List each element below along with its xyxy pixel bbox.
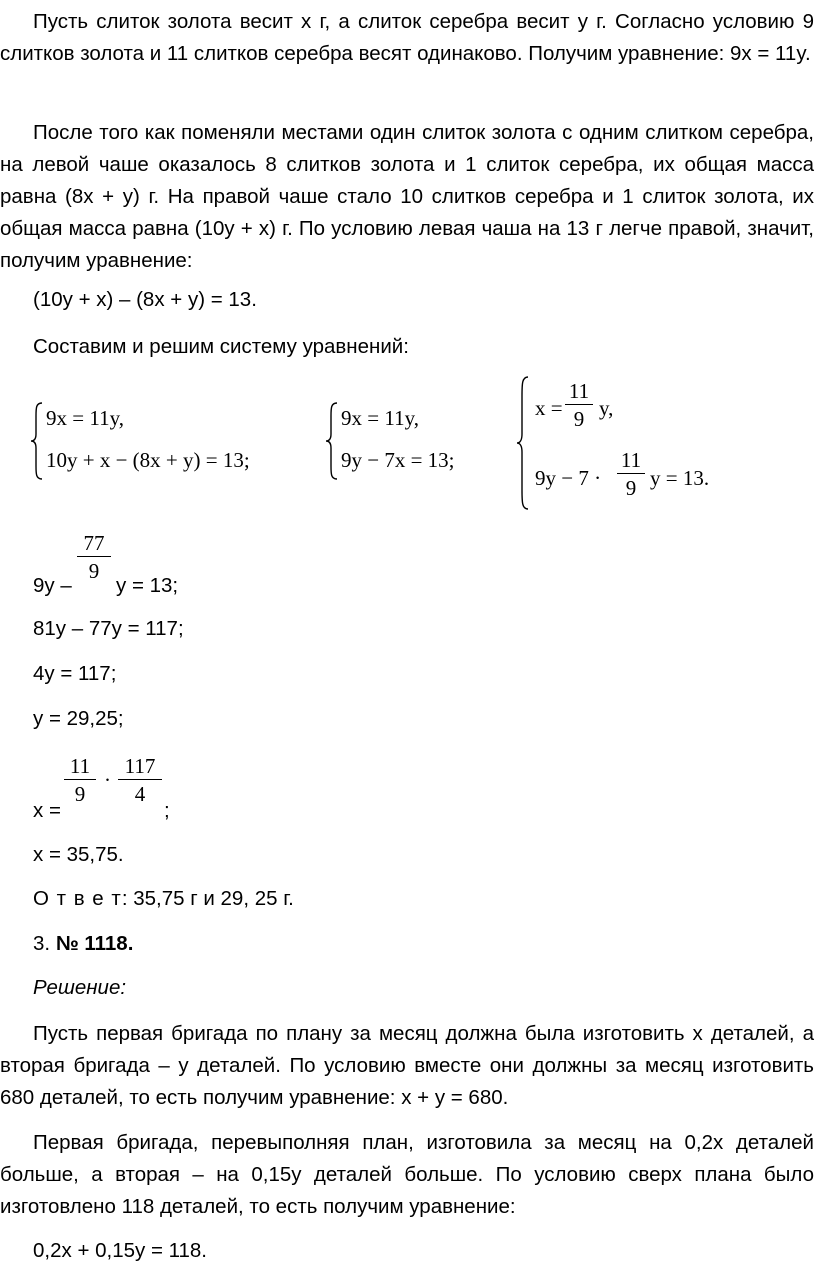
step5-dot: ·: [104, 768, 111, 792]
fraction-denominator: 9: [74, 782, 86, 806]
system-intro: Составим и решим систему уравнений:: [33, 335, 409, 358]
system3-line2-right: y = 13.: [650, 466, 710, 490]
step1-fraction: [77, 532, 111, 582]
fraction-numerator: 77: [83, 531, 105, 555]
step5-left: x =: [33, 799, 61, 822]
step5-right: ;: [164, 799, 170, 822]
step5-fraction1: [64, 755, 96, 805]
task-heading: [33, 930, 133, 958]
paragraph-gold-silver-setup: Пусть слиток золота весит x г, а слиток серебра весит y г. Согласно условию 9 слитков золота и 11 слитков серебра весят одинаково. Получим уравнение: 9x = 11y.: [0, 10, 814, 65]
fraction-numerator: 117: [124, 754, 156, 778]
system1-line2: 10y + x − (8x + y) = 13;: [46, 448, 250, 472]
answer-text: : 35,75 г и 29, 25 г.: [121, 887, 294, 910]
system3-line1-fraction: [565, 380, 593, 430]
system1-line1: 9x = 11y,: [46, 406, 124, 430]
step6: x = 35,75.: [33, 843, 124, 866]
paragraph-swap-condition: После того как поменяли местами один слиток золота с одним слитком серебра, на левой чаше оказалось 8 слитков золота и 1 слиток серебра, их общая масса равна (8x + y) г. На правой чаше стало 10 слитков серебра и 1 слиток золота, их общая масса равна (10y + x) г. По условию левая чаша на 13 г легче правой, значит, получим уравнение:: [0, 121, 814, 272]
fraction-numerator: 11: [620, 448, 642, 472]
step2: 81y – 77y = 117;: [33, 617, 184, 640]
step1-left: 9y –: [33, 574, 72, 597]
task-title: № 1118.: [55, 932, 134, 955]
paragraph-brigade-plan: Пусть первая бригада по плану за месяц должна была изготовить x деталей, а вторая бригада – y деталей. По условию вместе они должны за месяц изготовить 680 деталей, то есть получим уравнение: x + y = 680.: [0, 1022, 814, 1109]
system3-line2-fraction: [617, 449, 645, 499]
step1-right: y = 13;: [116, 574, 179, 597]
step3: 4y = 117;: [33, 662, 117, 685]
step4: y = 29,25;: [33, 707, 124, 730]
fraction-denominator: 9: [625, 476, 637, 500]
system2-line1: 9x = 11y,: [341, 406, 419, 430]
fraction-numerator: 11: [69, 754, 91, 778]
fraction-numerator: 11: [568, 379, 590, 403]
brace-icon: [325, 402, 339, 480]
fraction-denominator: 9: [88, 559, 100, 583]
answer-label: О т в е т: [33, 887, 122, 910]
fraction-denominator: 9: [573, 407, 585, 431]
brace-icon: [516, 376, 530, 510]
system3-line2-left: 9y − 7 ·: [535, 466, 602, 490]
equation-overfulfil: 0,2x + 0,15y = 118.: [33, 1239, 207, 1262]
system3-line1-left: x =: [535, 396, 563, 420]
answer-line: [33, 885, 294, 913]
system3-line1-right: y,: [599, 396, 614, 420]
fraction-denominator: 4: [134, 782, 146, 806]
paragraph-brigade-overfulfil: Первая бригада, перевыполняя план, изготовила за месяц на 0,2x деталей больше, а вторая – на 0,15y деталей больше. По условию сверх плана было изготовлено 118 деталей, то есть получим уравнение:: [0, 1131, 814, 1218]
solution-label: Решение:: [33, 976, 127, 999]
brace-icon: [30, 402, 44, 480]
step5-fraction2: [118, 755, 162, 805]
system2-line2: 9y − 7x = 13;: [341, 448, 455, 472]
equation-difference: (10y + x) – (8x + y) = 13.: [33, 288, 257, 311]
task-number: 3.: [33, 932, 51, 955]
